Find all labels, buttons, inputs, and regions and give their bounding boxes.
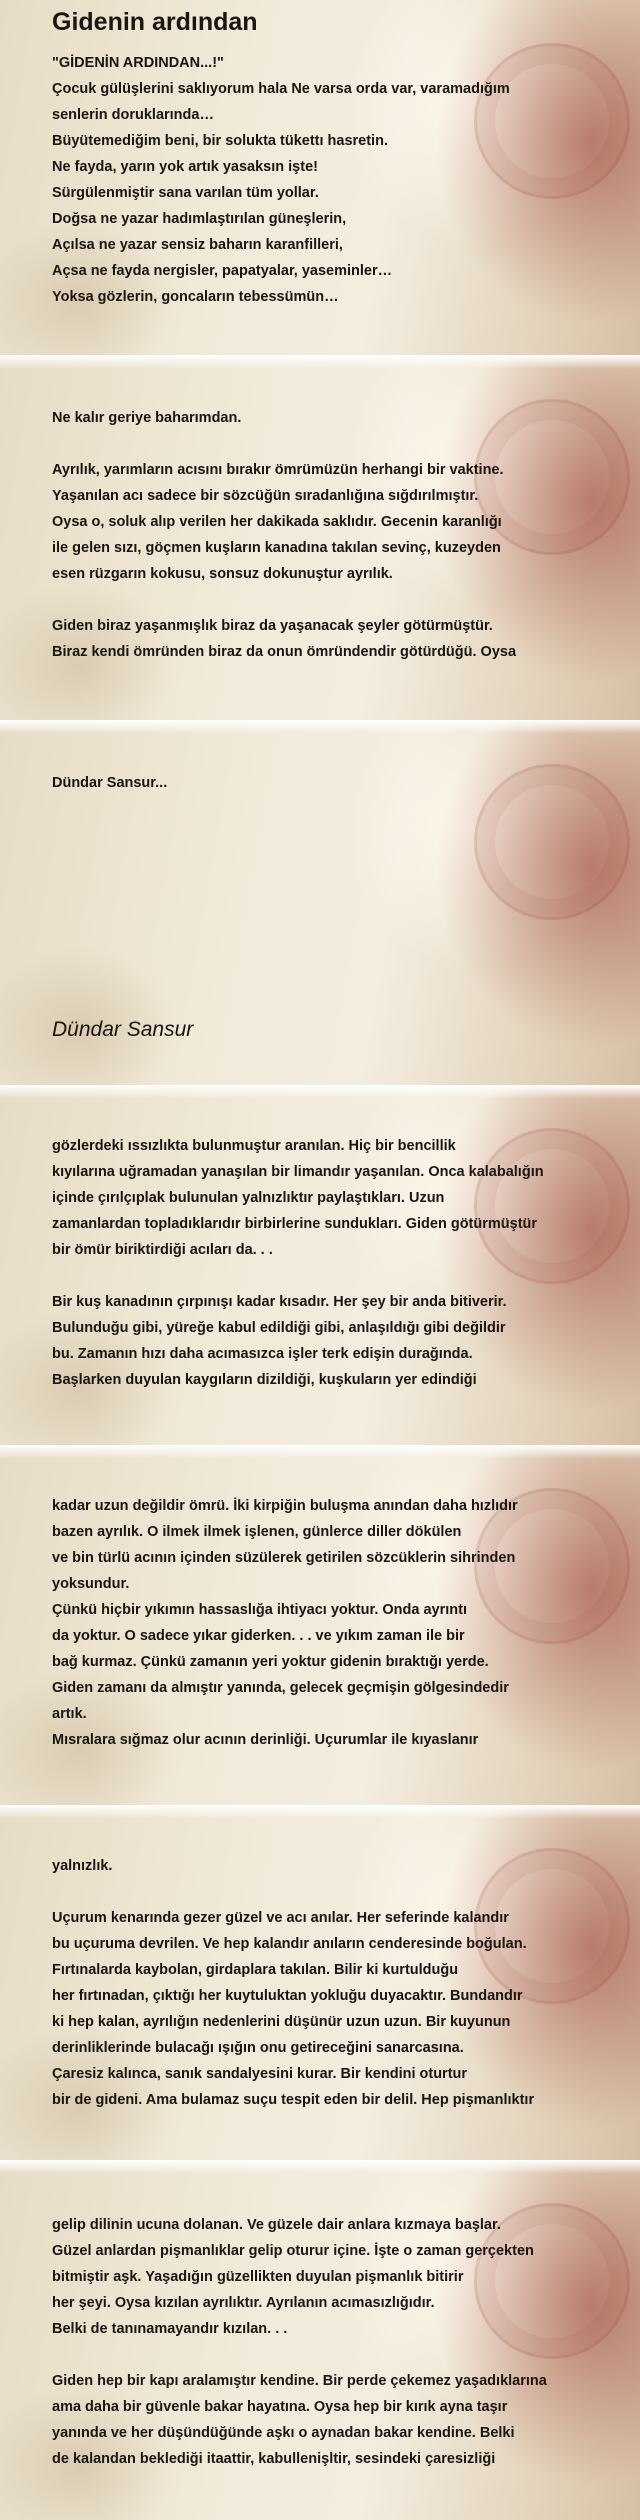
panel-body bbox=[52, 405, 620, 665]
text-line: bir de gideni. Ama bulamaz suçu tespit eden bir delil. Hep pişmanlıktır bbox=[52, 2092, 535, 2108]
text-panel-5 bbox=[0, 1805, 640, 2160]
paragraph-gap bbox=[52, 2342, 620, 2368]
text-line: içinde çırılçıplak bulunulan yalnızlıktır paylaştıkları. Uzun bbox=[52, 1190, 445, 1206]
text-line: Giden biraz yaşanmışlık biraz da yaşanacak şeyler götürmüştür. bbox=[52, 618, 493, 634]
text-line: Uçurum kenarında gezer güzel ve acı anılar. Her seferinde kalandır bbox=[52, 1910, 509, 1926]
paragraph-gap bbox=[52, 1879, 620, 1905]
text-line: Yoksa gözlerin, goncaların tebessümün… bbox=[52, 289, 339, 305]
text-line: Dündar Sansur... bbox=[52, 775, 168, 791]
panel-body bbox=[52, 2212, 620, 2472]
text-line: Açılsa ne yazar sensiz baharın karanfilleri, bbox=[52, 237, 343, 253]
text-line: Bulunduğu gibi, yüreğe kabul edildiği gibi, anlaşıldığı gibi değildir bbox=[52, 1320, 506, 1336]
text-line: Ne kalır geriye baharımdan. bbox=[52, 410, 242, 426]
text-line: "GİDENİN ARDINDAN...!" bbox=[52, 55, 224, 71]
text-line: Oysa o, soluk alıp verilen her dakikada saklıdır. Gecenin karanlığı bbox=[52, 514, 502, 530]
text-line: Ayrılık, yarımların acısını bırakır ömrümüzün herhangi bir vaktine. bbox=[52, 462, 504, 478]
text-line: her fırtınadan, çıktığı her kuytuluktan yokluğu duyacaktır. Bundandır bbox=[52, 1988, 523, 2004]
text-panel-2 bbox=[0, 355, 640, 720]
text-line: Başlarken duyulan kaygıların dizildiği, kuşkuların yer edindiği bbox=[52, 1372, 477, 1388]
text-line: bu. Zamanın hızı daha acımasızca işler terk edişin durağında. bbox=[52, 1346, 473, 1362]
text-line: da yoktur. O sadece yıkar giderken. . . ve yıkım zaman ile bir bbox=[52, 1628, 465, 1644]
page-title: Gidenin ardından bbox=[52, 8, 258, 36]
text-line: bitmiştir aşk. Yaşadığın güzellikten duyulan pişmanlık bitirir bbox=[52, 2269, 464, 2285]
text-line: Mısralara sığmaz olur acının derinliği. Uçurumlar ile kıyaslanır bbox=[52, 1732, 479, 1748]
text-panel-1 bbox=[0, 0, 640, 355]
text-line: Çocuk gülüşlerini saklıyorum hala Ne varsa orda var, varamadığım bbox=[52, 81, 510, 97]
text-line: bir ömür biriktirdiği acıları da. . . bbox=[52, 1242, 273, 1258]
paragraph-gap bbox=[52, 587, 620, 613]
text-line: Yaşanılan acı sadece bir sözcüğün sıradanlığına sığdırılmıştır. bbox=[52, 488, 479, 504]
text-line: artık. bbox=[52, 1706, 87, 1722]
text-panel-6 bbox=[0, 2160, 640, 2520]
text-line: Güzel anlardan pişmanlıklar gelip oturur içine. İşte o zaman gerçekten bbox=[52, 2243, 534, 2259]
text-line: bağ kurmaz. Çünkü zamanın yeri yoktur gidenin bıraktığı yerde. bbox=[52, 1654, 489, 1670]
text-panel-4 bbox=[0, 1445, 640, 1805]
text-line: Belki de tanınamayandır kızılan. . . bbox=[52, 2321, 288, 2337]
text-line: kıyılarına uğramadan yanaşılan bir limandır yaşanılan. Onca kalabalığın bbox=[52, 1164, 544, 1180]
text-line: Bir kuş kanadının çırpınışı kadar kısadır. Her şey bir anda bitiverir. bbox=[52, 1294, 507, 1310]
text-line: senlerin doruklarında… bbox=[52, 107, 214, 123]
paragraph-gap bbox=[52, 1263, 620, 1289]
text-line: Biraz kendi ömründen biraz da onun ömründendir götürdüğü. Oysa bbox=[52, 644, 517, 660]
text-line: Çünkü hiçbir yıkımın hassaslığa ihtiyacı yoktur. Onda ayrıntı bbox=[52, 1602, 467, 1618]
text-line: ki hep kalan, ayrılığın nedenlerini düşünür uzun uzun. Bir kuyunun bbox=[52, 2014, 511, 2030]
text-line: Açsa ne fayda nergisler, papatyalar, yaseminler… bbox=[52, 263, 393, 279]
text-line: yanında ve her düşündüğünde aşkı o aynadan bakar kendine. Belki bbox=[52, 2425, 515, 2441]
text-line: ama daha bir güvenle bakar hayatına. Oysa hep bir kırık ayna taşır bbox=[52, 2399, 508, 2415]
text-panel-3 bbox=[0, 1085, 640, 1445]
text-line: esen rüzgarın kokusu, sonsuz dokunuştur ayrılık. bbox=[52, 566, 393, 582]
text-line: de kalandan beklediği itaattir, kabullenişltir, sesindeki çaresizliği bbox=[52, 2451, 496, 2467]
author-signature: Dündar Sansur bbox=[52, 1018, 194, 1041]
text-line: Giden zamanı da almıştır yanında, gelecek geçmişin gölgesindedir bbox=[52, 1680, 509, 1696]
text-line: bu uçuruma devrilen. Ve hep kalandır anıların cenderesinde boğulan. bbox=[52, 1936, 527, 1952]
panel-body bbox=[52, 1493, 620, 1753]
text-line: gözlerdeki ıssızlıkta bulunmuştur aranılan. Hiç bir bencillik bbox=[52, 1138, 456, 1154]
text-line: bazen ayrılık. O ilmek ilmek işlenen, günlerce diller dökülen bbox=[52, 1524, 462, 1540]
panel-body bbox=[52, 1853, 620, 2113]
text-line: derinliklerinde bulacağı ışığın onu getireceğini sanarcasına. bbox=[52, 2040, 464, 2056]
text-line: ve bin türlü acının içinden süzülerek getirilen sözcüklerin sihrinden bbox=[52, 1550, 516, 1566]
panel-body bbox=[52, 1133, 620, 1393]
text-line: zamanlardan topladıklarıdır birbirlerine sundukları. Giden götürmüştür bbox=[52, 1216, 538, 1232]
text-line: Doğsa ne yazar hadımlaştırılan güneşlerin, bbox=[52, 211, 347, 227]
text-line: yoksundur. bbox=[52, 1576, 130, 1592]
text-line: ile gelen sızı, göçmen kuşların kanadına takılan sevinç, kuzeyden bbox=[52, 540, 501, 556]
panel-body bbox=[52, 770, 620, 796]
text-line: her şeyi. Oysa kızılan ayrılıktır. Ayrılanın acımasızlığıdır. bbox=[52, 2295, 435, 2311]
signature-panel bbox=[0, 720, 640, 1085]
text-line: Büyütemediğim beni, bir solukta tükettı hasretin. bbox=[52, 133, 388, 149]
text-line: kadar uzun değildir ömrü. İki kirpiğin buluşma anından daha hızlıdır bbox=[52, 1498, 518, 1514]
panel-body bbox=[52, 50, 620, 310]
text-line: Ne fayda, yarın yok artık yasaksın işte! bbox=[52, 159, 318, 175]
text-line: Çaresiz kalınca, sanık sandalyesini kurar. Bir kendini oturtur bbox=[52, 2066, 468, 2082]
text-line: yalnızlık. bbox=[52, 1858, 113, 1874]
text-line: Sürgülenmiştir sana varılan tüm yollar. bbox=[52, 185, 319, 201]
paragraph-gap bbox=[52, 431, 620, 457]
text-line: gelip dilinin ucuna dolanan. Ve güzele dair anlara kızmaya başlar. bbox=[52, 2217, 501, 2233]
text-line: Fırtınalarda kaybolan, girdaplara takılan. Bilir ki kurtulduğu bbox=[52, 1962, 459, 1978]
text-line: Giden hep bir kapı aralamıştır kendine. Bir perde çekemez yaşadıklarına bbox=[52, 2373, 547, 2389]
